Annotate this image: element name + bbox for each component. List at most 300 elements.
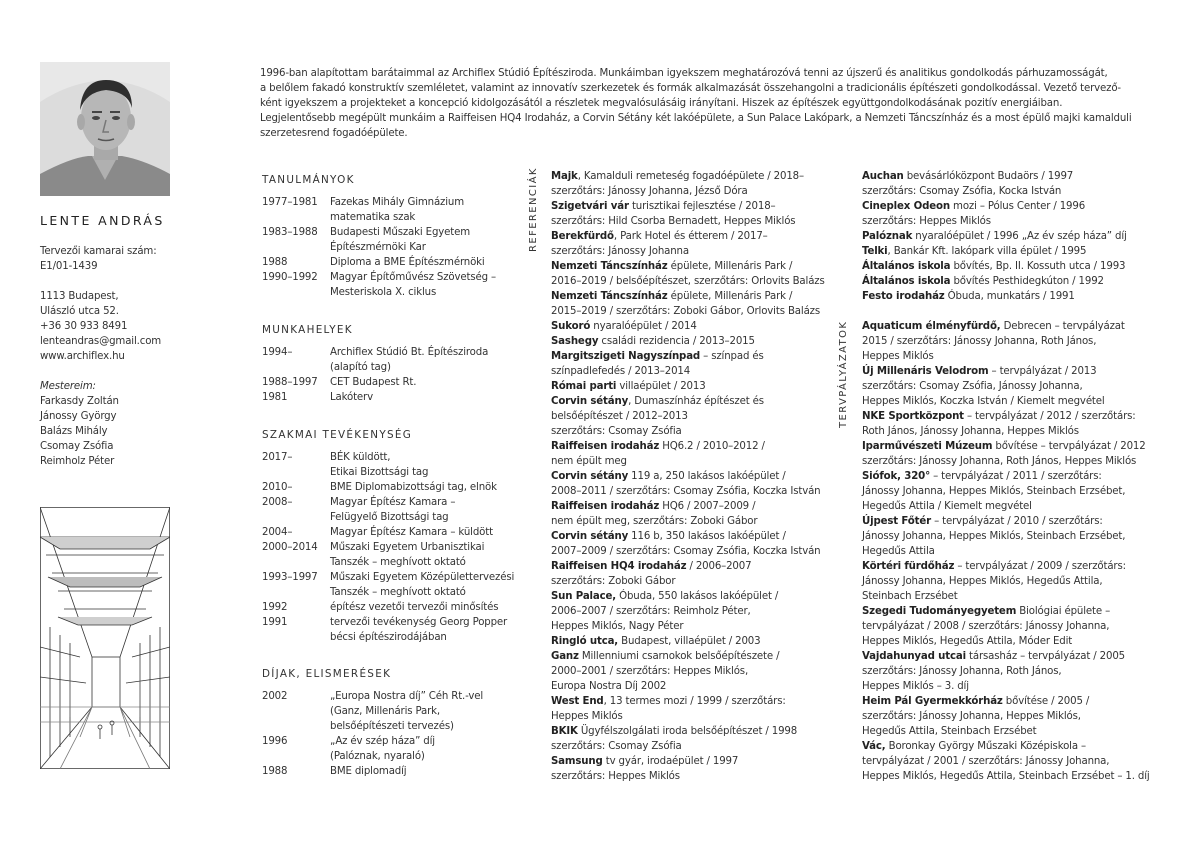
entry-line bbox=[862, 724, 1162, 739]
competitions-entry bbox=[862, 514, 1162, 559]
entry-line bbox=[862, 499, 1162, 514]
entry-line bbox=[551, 274, 841, 289]
entry-line bbox=[862, 769, 1162, 784]
entry-text: Steinbach Erzsébet bbox=[862, 591, 958, 602]
entry-text: szerzőtárs: Csomay Zsófia bbox=[551, 741, 682, 752]
entry-title: Sun Palace, bbox=[551, 591, 616, 602]
activity-row bbox=[262, 570, 524, 600]
entry-text: nem épült meg bbox=[551, 456, 627, 467]
description-line: (alapító tag) bbox=[330, 362, 391, 373]
entry-line bbox=[862, 169, 1162, 184]
person-name: LENTE ANDRÁS bbox=[40, 213, 165, 228]
awards-rows bbox=[262, 689, 524, 779]
entry-line bbox=[862, 274, 1162, 289]
education-section bbox=[262, 174, 524, 300]
email-link[interactable]: lenteandras@gmail.com bbox=[40, 336, 162, 347]
activity-row bbox=[262, 615, 524, 645]
row-description bbox=[330, 495, 524, 525]
address-line1: 1113 Budapest, bbox=[40, 291, 119, 302]
entry-line bbox=[862, 574, 1162, 589]
entry-title: Margitszigeti Nagyszínpad bbox=[551, 351, 701, 362]
intro-line: Legjelentősebb megépült munkáim a Raiffeisen HQ4 Irodaház, a Corvin Sétány két lakóépülete, a Sun Palace Lakópark, a Nemzeti Táncszínház és a most épülő majki kamalduli bbox=[260, 113, 1132, 124]
entry-text: szerzőtárs: Jánossy Johanna bbox=[551, 246, 689, 257]
entry-text: 116 b, 350 lakásos lakóépület / bbox=[628, 531, 786, 542]
entry-text: színpadlefedés / 2013–2014 bbox=[551, 366, 691, 377]
entry-text: Heppes Miklós bbox=[862, 351, 934, 362]
entry-text: , Kamalduli remeteség fogadóépülete / 2018– bbox=[577, 171, 804, 182]
row-year: 1992 bbox=[262, 602, 288, 613]
entry-line bbox=[862, 604, 1162, 619]
entry-text: – tervpályázat / 2010 / szerzőtárs: bbox=[931, 516, 1103, 527]
entry-line bbox=[862, 199, 1162, 214]
references2-entry bbox=[862, 229, 1162, 244]
entry-text: HQ6.2 / 2010–2012 / bbox=[659, 441, 765, 452]
references2-entry bbox=[862, 289, 1162, 304]
description-line: Magyar Építőművész Szövetség – bbox=[330, 272, 496, 283]
references2-entry bbox=[862, 244, 1162, 259]
entry-title: Általános iskola bbox=[862, 276, 951, 287]
entry-line bbox=[551, 649, 841, 664]
workplaces-row bbox=[262, 390, 524, 405]
row-year: 2010– bbox=[262, 482, 293, 493]
description-line: Tanszék – meghívott oktató bbox=[330, 557, 466, 568]
references-entry bbox=[551, 634, 841, 649]
entry-title: Corvin sétány bbox=[551, 471, 629, 482]
intro-line: ként igyekszem a projekteket a koncepció kidolgozásától a részletek megvalósulásáig irányítani. Hiszek az építészek együttgondolkodásának pozitív energiáiban. bbox=[260, 98, 1063, 109]
entry-text: épülete, Millenáris Park / bbox=[667, 261, 793, 272]
competitions-entry bbox=[862, 649, 1162, 694]
entry-line bbox=[551, 409, 841, 424]
entry-title: BKIK bbox=[551, 726, 578, 737]
entry-title: Új Millenáris Velodrom bbox=[862, 366, 989, 377]
entry-text: Heppes Miklós, Koczka István / Kiemelt megvétel bbox=[862, 396, 1105, 407]
education-title: TANULMÁNYOK bbox=[262, 174, 355, 186]
entry-line bbox=[862, 679, 1162, 694]
entry-line bbox=[862, 394, 1162, 409]
row-year: 2017– bbox=[262, 452, 293, 463]
entry-line bbox=[551, 394, 841, 409]
entry-line bbox=[862, 649, 1162, 664]
entry-line bbox=[862, 514, 1162, 529]
description-line: építész vezetői tervezői minősítés bbox=[330, 602, 499, 613]
entry-text: szerzőtárs: Jánossy Johanna, Jézső Dóra bbox=[551, 186, 748, 197]
activity-row bbox=[262, 495, 524, 525]
architecture-sketch bbox=[40, 507, 170, 769]
entry-text: 2007–2009 / szerzőtárs: Csomay Zsófia, Koczka István bbox=[551, 546, 821, 557]
row-description bbox=[330, 255, 524, 270]
references-entry bbox=[551, 499, 841, 529]
entry-title: Siófok, 320° bbox=[862, 471, 931, 482]
references-label: REFERENCIÁK bbox=[528, 167, 539, 252]
competitions-entry bbox=[862, 559, 1162, 604]
references-entry bbox=[551, 469, 841, 499]
entry-line bbox=[551, 574, 841, 589]
description-line: bécsi építészirodájában bbox=[330, 632, 447, 643]
workplaces-section bbox=[262, 324, 524, 405]
entry-text: 2015–2019 / szerzőtárs: Zoboki Gábor, Orlovits Balázs bbox=[551, 306, 821, 317]
row-year: 2008– bbox=[262, 497, 293, 508]
description-line: BÉK küldött, bbox=[330, 452, 391, 463]
entry-line bbox=[862, 334, 1162, 349]
entry-title: Majk bbox=[551, 171, 578, 182]
entry-line bbox=[862, 664, 1162, 679]
entry-line bbox=[551, 679, 841, 694]
references-entry bbox=[551, 169, 841, 199]
entry-title: Cineplex Odeon bbox=[862, 201, 950, 212]
entry-text: – tervpályázat / 2013 bbox=[988, 366, 1097, 377]
chamber-label: Tervezői kamarai szám: bbox=[40, 246, 157, 257]
entry-text: tervpályázat / 2001 / szerzőtárs: Jánossy Johanna, bbox=[862, 756, 1110, 767]
entry-line bbox=[862, 589, 1162, 604]
awards-row bbox=[262, 689, 524, 734]
entry-line bbox=[551, 739, 841, 754]
references-entry bbox=[551, 439, 841, 469]
entry-title: Samsung bbox=[551, 756, 603, 767]
entry-line bbox=[862, 409, 1162, 424]
entry-line bbox=[551, 559, 841, 574]
entry-text: Jánossy Johanna, Heppes Miklós, Steinbach Erzsébet, bbox=[862, 486, 1126, 497]
references-entry bbox=[551, 319, 841, 334]
entry-title: Heim Pál Gyermekkórház bbox=[862, 696, 1003, 707]
intro-line: a belőlem fakadó konstruktív szemléletet, valamint az innovatív szerkezetek és formák alkalmazását összehangolni a tradicionális építészeti gondolkodással. Vezető tervező- bbox=[260, 83, 1121, 94]
description-line: Lakóterv bbox=[330, 392, 373, 403]
description-line: Tanszék – meghívott oktató bbox=[330, 587, 466, 598]
description-line: CET Budapest Rt. bbox=[330, 377, 417, 388]
entry-line bbox=[551, 304, 841, 319]
row-description bbox=[330, 615, 524, 645]
portrait-photo bbox=[40, 62, 170, 196]
entry-line bbox=[862, 709, 1162, 724]
row-year: 2000–2014 bbox=[262, 542, 318, 553]
entry-title: Ringló utca, bbox=[551, 636, 619, 647]
row-description bbox=[330, 764, 524, 779]
awards-row bbox=[262, 764, 524, 779]
competitions-entry bbox=[862, 604, 1162, 649]
entry-line bbox=[551, 709, 841, 724]
entry-text: Jánossy Johanna, Heppes Miklós, Hegedűs Attila, bbox=[862, 576, 1103, 587]
activity-row bbox=[262, 600, 524, 615]
entry-line bbox=[862, 484, 1162, 499]
entry-text: szerzőtárs: Csomay Zsófia, Kocka István bbox=[862, 186, 1062, 197]
references-entry bbox=[551, 724, 841, 754]
entry-text: szerzőtárs: Jánossy Johanna, Roth János, Heppes Miklós bbox=[862, 456, 1137, 467]
education-row bbox=[262, 195, 524, 225]
entry-line bbox=[551, 724, 841, 739]
row-description bbox=[330, 390, 524, 405]
entry-line bbox=[551, 169, 841, 184]
contact-block bbox=[40, 244, 161, 469]
entry-line bbox=[551, 694, 841, 709]
entry-line bbox=[551, 769, 841, 784]
entry-text: , Dumaszínház építészet és bbox=[628, 396, 764, 407]
entry-title: Újpest Főtér bbox=[862, 516, 931, 527]
chamber-number: E1/01-1439 bbox=[40, 261, 98, 272]
entry-text: Heppes Miklós, Hegedűs Attila, Móder Edit bbox=[862, 636, 1073, 647]
entry-text: bővítés Pesthidegkúton / 1992 bbox=[950, 276, 1104, 287]
phone: +36 30 933 8491 bbox=[40, 321, 128, 332]
entry-line bbox=[551, 529, 841, 544]
master-item: Csomay Zsófia bbox=[40, 441, 114, 452]
references-entry bbox=[551, 589, 841, 634]
master-item: Farkasdy Zoltán bbox=[40, 396, 119, 407]
description-line: Felügyelő Bizottsági tag bbox=[330, 512, 449, 523]
description-line: Fazekas Mihály Gimnázium bbox=[330, 197, 465, 208]
entry-line bbox=[551, 544, 841, 559]
entry-text: szerzőtárs: Csomay Zsófia, Jánossy Johanna, bbox=[862, 381, 1083, 392]
competitions-list bbox=[862, 319, 1162, 784]
references-entry bbox=[551, 199, 841, 229]
activity-section bbox=[262, 429, 524, 645]
row-year: 1988–1997 bbox=[262, 377, 318, 388]
competitions-label: TERVPÁLYÁZATOK bbox=[838, 320, 849, 428]
competitions-entry bbox=[862, 439, 1162, 469]
activity-row bbox=[262, 540, 524, 570]
website-link[interactable]: www.archiflex.hu bbox=[40, 351, 125, 362]
row-description bbox=[330, 270, 524, 300]
references-entry bbox=[551, 694, 841, 724]
activity-rows bbox=[262, 450, 524, 645]
entry-line bbox=[862, 424, 1162, 439]
entry-title: Corvin sétány bbox=[551, 396, 629, 407]
description-line: Archiflex Stúdió Bt. Építésziroda bbox=[330, 347, 489, 358]
awards-title: DÍJAK, ELISMERÉSEK bbox=[262, 668, 392, 680]
entry-text: társasház – tervpályázat / 2005 bbox=[965, 651, 1126, 662]
entry-line bbox=[862, 319, 1162, 334]
workplaces-row bbox=[262, 345, 524, 375]
references-entry bbox=[551, 649, 841, 694]
entry-line bbox=[551, 319, 841, 334]
entry-text: , Bankár Kft. lakópark villa épület / 1995 bbox=[887, 246, 1087, 257]
row-year: 2004– bbox=[262, 527, 293, 538]
entry-title: Iparművészeti Múzeum bbox=[862, 441, 993, 452]
description-line: Diploma a BME Építészmérnöki bbox=[330, 257, 485, 268]
intro-line: 1996-ban alapítottam barátaimmal az Archiflex Stúdió Építésziroda. Munkáimban igyekszem meghatározóvá tenni az újszerű és analitikus gondolkodás párhuzamosságát, bbox=[260, 68, 1108, 79]
entry-line bbox=[862, 244, 1162, 259]
entry-text: Hegedűs Attila bbox=[862, 546, 935, 557]
competitions-entry bbox=[862, 739, 1162, 784]
entry-text: , Park Hotel és étterem / 2017– bbox=[613, 231, 768, 242]
entry-text: Europa Nostra Díj 2002 bbox=[551, 681, 667, 692]
entry-line bbox=[862, 619, 1162, 634]
activity-title: SZAKMAI TEVÉKENYSÉG bbox=[262, 429, 413, 441]
row-description bbox=[330, 525, 524, 540]
entry-text: Óbuda, 550 lakásos lakóépület / bbox=[616, 591, 779, 602]
activity-row bbox=[262, 525, 524, 540]
entry-text: , 13 termes mozi / 1999 / szerzőtárs: bbox=[603, 696, 786, 707]
entry-line bbox=[862, 469, 1162, 484]
entry-line bbox=[551, 289, 841, 304]
entry-text: Boronkay György Műszaki Középiskola – bbox=[885, 741, 1086, 752]
entry-title: Raiffeisen irodaház bbox=[551, 441, 660, 452]
address-line2: Ulászló utca 52. bbox=[40, 306, 119, 317]
entry-line bbox=[551, 229, 841, 244]
references-list-2 bbox=[862, 169, 1162, 304]
master-item: Reimholz Péter bbox=[40, 456, 115, 467]
row-year: 1983–1988 bbox=[262, 227, 318, 238]
entry-line bbox=[551, 634, 841, 649]
entry-title: Szegedi Tudományegyetem bbox=[862, 606, 1017, 617]
entry-line bbox=[551, 184, 841, 199]
entry-line bbox=[551, 469, 841, 484]
references-entry bbox=[551, 379, 841, 394]
entry-line bbox=[551, 514, 841, 529]
description-line: Etikai Bizottsági tag bbox=[330, 467, 429, 478]
entry-line bbox=[551, 754, 841, 769]
entry-line bbox=[551, 214, 841, 229]
entry-line bbox=[862, 379, 1162, 394]
entry-title: Berekfürdő bbox=[551, 231, 614, 242]
references-list bbox=[551, 169, 841, 784]
entry-line bbox=[551, 604, 841, 619]
entry-line bbox=[862, 214, 1162, 229]
entry-line bbox=[862, 184, 1162, 199]
entry-title: Aquaticum élményfürdő, bbox=[862, 321, 1001, 332]
row-year: 1981 bbox=[262, 392, 288, 403]
row-description bbox=[330, 225, 524, 255]
entry-text: 2016–2019 / belsőépítészet, szerzőtárs: Orlovits Balázs bbox=[551, 276, 825, 287]
competitions-entry bbox=[862, 364, 1162, 409]
entry-line bbox=[862, 694, 1162, 709]
row-year: 2002 bbox=[262, 691, 288, 702]
references2-entry bbox=[862, 169, 1162, 199]
row-year: 1977–1981 bbox=[262, 197, 318, 208]
competitions-entry bbox=[862, 319, 1162, 364]
description-line: Műszaki Egyetem Urbanisztikai bbox=[330, 542, 485, 553]
entry-title: Sukoró bbox=[551, 321, 591, 332]
entry-text: 2006–2007 / szerzőtárs: Reimholz Péter, bbox=[551, 606, 751, 617]
entry-text: turisztikai fejlesztése / 2018– bbox=[628, 201, 776, 212]
entry-text: Roth János, Jánossy Johanna, Heppes Miklós bbox=[862, 426, 1079, 437]
row-description bbox=[330, 540, 524, 570]
entry-title: Sashegy bbox=[551, 336, 599, 347]
references-entry bbox=[551, 334, 841, 349]
entry-text: HQ6 / 2007–2009 / bbox=[659, 501, 756, 512]
description-line: BME Diplomabizottsági tag, elnök bbox=[330, 482, 497, 493]
entry-title: Auchan bbox=[862, 171, 904, 182]
activity-row bbox=[262, 480, 524, 495]
masters-label: Mestereim: bbox=[40, 381, 96, 392]
description-line: Építészmérnöki Kar bbox=[330, 242, 426, 253]
row-description bbox=[330, 480, 524, 495]
references-entry bbox=[551, 529, 841, 559]
entry-line bbox=[551, 589, 841, 604]
entry-line bbox=[551, 349, 841, 364]
entry-text: nyaralóépület / 2014 bbox=[590, 321, 697, 332]
education-rows bbox=[262, 195, 524, 300]
entry-text: szerzőtárs: Jánossy Johanna, Roth János, bbox=[862, 666, 1062, 677]
references2-entry bbox=[862, 199, 1162, 229]
master-item: Balázs Mihály bbox=[40, 426, 108, 437]
row-year: 1991 bbox=[262, 617, 288, 628]
competitions-entry bbox=[862, 469, 1162, 514]
master-item: Jánossy György bbox=[40, 411, 117, 422]
entry-text: belsőépítészet / 2012–2013 bbox=[551, 411, 688, 422]
entry-title: Nemzeti Táncszínház bbox=[551, 291, 668, 302]
education-row bbox=[262, 270, 524, 300]
entry-line bbox=[862, 529, 1162, 544]
entry-title: Raiffeisen HQ4 irodaház bbox=[551, 561, 687, 572]
entry-text: nyaralóépület / 1996 „Az év szép háza” díj bbox=[912, 231, 1127, 242]
entry-line bbox=[862, 754, 1162, 769]
workplaces-title: MUNKAHELYEK bbox=[262, 324, 353, 336]
entry-text: nem épült meg, szerzőtárs: Zoboki Gábor bbox=[551, 516, 758, 527]
references2-entry bbox=[862, 259, 1162, 274]
entry-title: Általános iskola bbox=[862, 261, 951, 272]
entry-title: West End bbox=[551, 696, 604, 707]
entry-text: Hegedűs Attila, Steinbach Erzsébet bbox=[862, 726, 1037, 737]
entry-text: Óbuda, munkatárs / 1991 bbox=[944, 291, 1075, 302]
entry-title: Corvin sétány bbox=[551, 531, 629, 542]
entry-text: bővítése / 2005 / bbox=[1002, 696, 1090, 707]
entry-line bbox=[862, 439, 1162, 454]
entry-text: Biológiai épülete – bbox=[1016, 606, 1111, 617]
row-year: 1996 bbox=[262, 736, 288, 747]
entry-line bbox=[551, 439, 841, 454]
entry-title: Festo irodaház bbox=[862, 291, 945, 302]
intro-line: szerzetesrend fogadóépülete. bbox=[260, 128, 408, 139]
references-entry bbox=[551, 349, 841, 379]
entry-text: / 2006–2007 bbox=[686, 561, 752, 572]
entry-line bbox=[551, 424, 841, 439]
entry-text: szerzőtárs: Zoboki Gábor bbox=[551, 576, 676, 587]
description-line: Magyar Építész Kamara – küldött bbox=[330, 527, 493, 538]
entry-text: bővítés, Bp. II. Kossuth utca / 1993 bbox=[950, 261, 1126, 272]
entry-text: szerzőtárs: Csomay Zsófia bbox=[551, 426, 682, 437]
entry-line bbox=[862, 559, 1162, 574]
references-entry bbox=[551, 259, 841, 289]
entry-text: Heppes Miklós – 3. díj bbox=[862, 681, 969, 692]
entry-text: szerzőtárs: Heppes Miklós bbox=[862, 216, 991, 227]
entry-text: Ügyfélszolgálati iroda belsőépítészet / 1998 bbox=[577, 726, 798, 737]
entry-line bbox=[862, 544, 1162, 559]
entry-text: bővítése – tervpályázat / 2012 bbox=[992, 441, 1146, 452]
row-description bbox=[330, 734, 524, 764]
entry-line bbox=[551, 364, 841, 379]
entry-title: Vajdahunyad utcai bbox=[862, 651, 966, 662]
description-line: matematika szak bbox=[330, 212, 416, 223]
row-description bbox=[330, 689, 524, 734]
entry-title: Nemzeti Táncszínház bbox=[551, 261, 668, 272]
entry-text: Budapest, villaépület / 2003 bbox=[618, 636, 761, 647]
entry-line bbox=[862, 349, 1162, 364]
description-line: „Europa Nostra díj” Céh Rt.-vel bbox=[330, 691, 484, 702]
workplaces-rows bbox=[262, 345, 524, 405]
activity-row bbox=[262, 450, 524, 480]
competitions-entry bbox=[862, 694, 1162, 739]
entry-text: 2008–2011 / szerzőtárs: Csomay Zsófia, Koczka István bbox=[551, 486, 821, 497]
row-description bbox=[330, 570, 524, 600]
entry-line bbox=[551, 259, 841, 274]
entry-text: 2000–2001 / szerzőtárs: Heppes Miklós, bbox=[551, 666, 749, 677]
entry-line bbox=[551, 619, 841, 634]
description-line: belsőépítészeti tervezés) bbox=[330, 721, 454, 732]
references2-entry bbox=[862, 274, 1162, 289]
row-description bbox=[330, 375, 524, 390]
entry-text: Heppes Miklós, Nagy Péter bbox=[551, 621, 684, 632]
entry-line bbox=[862, 634, 1162, 649]
entry-text: Heppes Miklós bbox=[551, 711, 623, 722]
entry-text: 2015 / szerzőtárs: Jánossy Johanna, Roth János, bbox=[862, 336, 1097, 347]
entry-text: tervpályázat / 2008 / szerzőtárs: Jánossy Johanna, bbox=[862, 621, 1110, 632]
references-entry bbox=[551, 559, 841, 589]
description-line: „Az év szép háza” díj bbox=[330, 736, 435, 747]
awards-section bbox=[262, 668, 524, 779]
entry-line bbox=[551, 454, 841, 469]
entry-text: szerzőtárs: Hild Csorba Bernadett, Heppes Miklós bbox=[551, 216, 796, 227]
entry-text: Debrecen – tervpályázat bbox=[1000, 321, 1125, 332]
references-entry bbox=[551, 394, 841, 439]
entry-text: – tervpályázat / 2012 / szerzőtárs: bbox=[963, 411, 1136, 422]
